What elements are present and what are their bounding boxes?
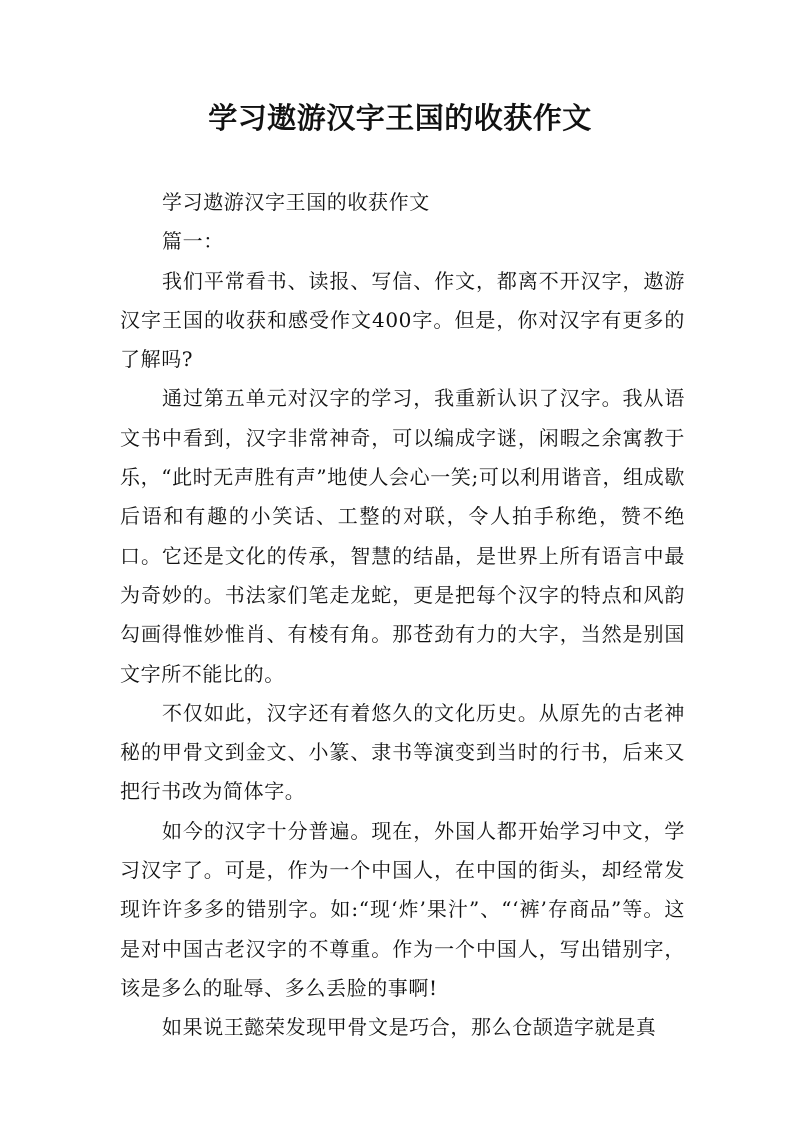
paragraph: 我们平常看书、读报、写信、作文，都离不开汉字，遨游汉字王国的收获和感受作文400字。但是，你对汉字有更多的了解吗? [120, 268, 685, 372]
paragraph-section-label: 篇一： [162, 229, 224, 254]
paragraph: 如今的汉字十分普遍。现在，外国人都开始学习中文，学习汉字了。可是，作为一个中国人，在中国的街头，却经常发现许许多多的错别字。如:“现‘炸’果汁”、“‘裤’存商品”等。这是对中国古老汉字的不尊重。作为一个中国人，写出错别字，该是多么的耻辱、多么丢脸的事啊! [120, 818, 685, 1000]
paragraph: 通过第五单元对汉字的学习，我重新认识了汉字。我从语文书中看到，汉字非常神奇，可以编成字谜，闲暇之余寓教于乐，“此时无声胜有声”地使人会心一笑;可以利用谐音，组成歇后语和有趣的小笑话、工整的对联，令人拍手称绝，赞不绝口。它还是文化的传承，智慧的结晶，是世界上所有语言中最为奇妙的。书法家们笔走龙蛇，更是把每个汉字的特点和风韵勾画得惟妙惟肖、有棱有角。那苍劲有力的大字，当然是别国文字所不能比的。 [120, 386, 685, 686]
paragraph: 如果说王懿荣发现甲骨文是巧合，那么仓颉造字就是真 [162, 1015, 657, 1040]
document-title: 学习遨游汉字王国的收获作文 [208, 101, 592, 135]
document-body [120, 183, 685, 1048]
paragraph: 不仅如此，汉字还有着悠久的文化历史。从原先的古老神秘的甲骨文到金文、小篆、隶书等演变到当时的行书，后来又把行书改为简体字。 [120, 700, 685, 804]
paragraph-subtitle: 学习遨游汉字王国的收获作文 [162, 190, 430, 214]
